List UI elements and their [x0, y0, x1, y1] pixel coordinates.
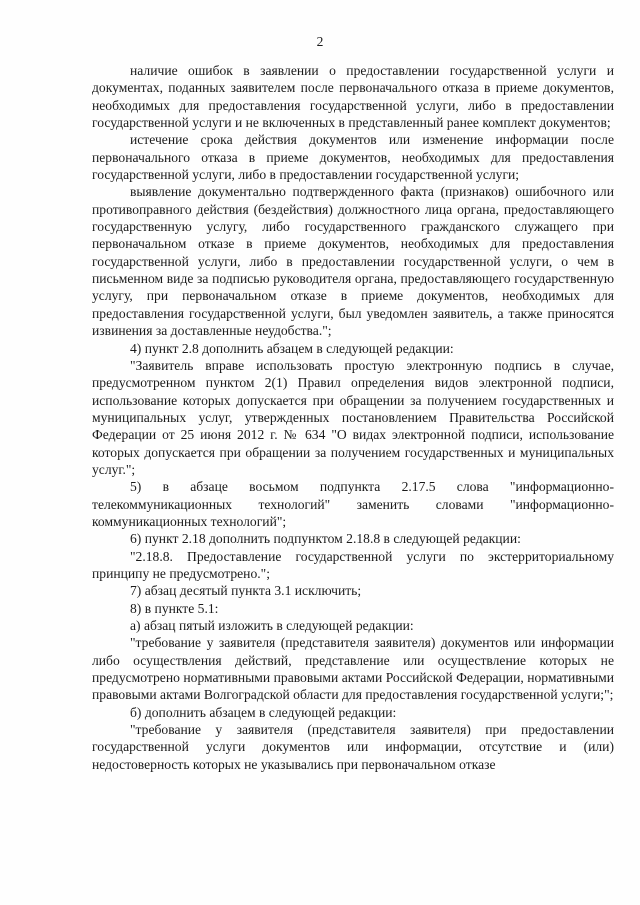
- paragraph-subitem-a: а) абзац пятый изложить в следующей редакции:: [130, 618, 414, 633]
- paragraph-erroneous-action: выявление документально подтвержденного факта (признаков) ошибочного или противоправного действия (бездействия) должностного лица органа, предоставляющего государственную услугу, либо государственного гражданского служащего при первоначальном отказе в приеме документов, необходимых для предоставления государственной услуги, либо в предоставлении государственной услуги, о чем в письменном виде за подписью руководителя органа, предоставляющего государственную услугу, при первоначальном отказе в приеме документов, необходимых для предоставления государственной услуги, был уведомлен заявитель, а также приносятся извинения за доставленные неудобства.";: [92, 184, 614, 339]
- paragraph-item-7: 7) абзац десятый пункта 3.1 исключить;: [130, 583, 362, 599]
- document-body: [92, 62, 614, 773]
- paragraph-requirement-info: "требование у заявителя (представителя заявителя) при предоставлении государственной услуги документов или информации, отсутствие и (или) недостоверность которых не указывались при первоначальном отказе: [92, 722, 614, 772]
- paragraph-2-18-8: "2.18.8. Предоставление государственной услуги по экстерриториальному принципу не предусмотрено.";: [92, 548, 614, 581]
- paragraph-electronic-signature: "Заявитель вправе использовать простую электронную подпись в случае, предусмотренном пунктом 2(1) Правил определения видов электронной подписи, использование которых допускается при обращении за получением государственных и муниципальных услуг, утвержденных постановлением Правительства Российской Федерации от 25 июня 2012 г. № 634 "О видах электронной подписи, использование которых допускается при обращении за получением государственных и муниципальных услуг.";: [92, 357, 614, 477]
- paragraph-item-8: 8) в пункте 5.1:: [130, 600, 219, 616]
- page-number: 2: [316, 34, 324, 49]
- paragraph-item-6: 6) пункт 2.18 дополнить подпунктом 2.18.8 в следующей редакции:: [130, 531, 521, 547]
- paragraph-subitem-b: б) дополнить абзацем в следующей редакции:: [130, 704, 397, 720]
- paragraph-errors-in-application: наличие ошибок в заявлении о предоставлении государственной услуги и документах, поданных заявителем после первоначального отказа в приеме документов, необходимых для предоставления государственной услуги, либо в предоставлении государственной услуги и не включенных в представленный ранее комплект документов;: [92, 63, 614, 131]
- paragraph-item-4: 4) пункт 2.8 дополнить абзацем в следующей редакции:: [130, 340, 454, 356]
- paragraph-item-5: 5) в абзаце восьмом подпункта 2.17.5 слова "информационно-телекоммуникационных технологий" заменить словами "информационно-коммуникационных технологий";: [92, 479, 614, 529]
- paragraph-requirement-documents: "требование у заявителя (представителя заявителя) документов или информации либо осуществления действий, представление или осуществление которых не предусмотрено нормативными правовыми актами Российской Федерации, нормативными правовыми актами Волгоградской области для предоставления государственной услуги;";: [92, 635, 614, 703]
- paragraph-document-expiry: истечение срока действия документов или изменение информации после первоначального отказа в приеме документов, необходимых для предоставления государственной услуги, либо в предоставлении государственной услуги;: [92, 132, 614, 183]
